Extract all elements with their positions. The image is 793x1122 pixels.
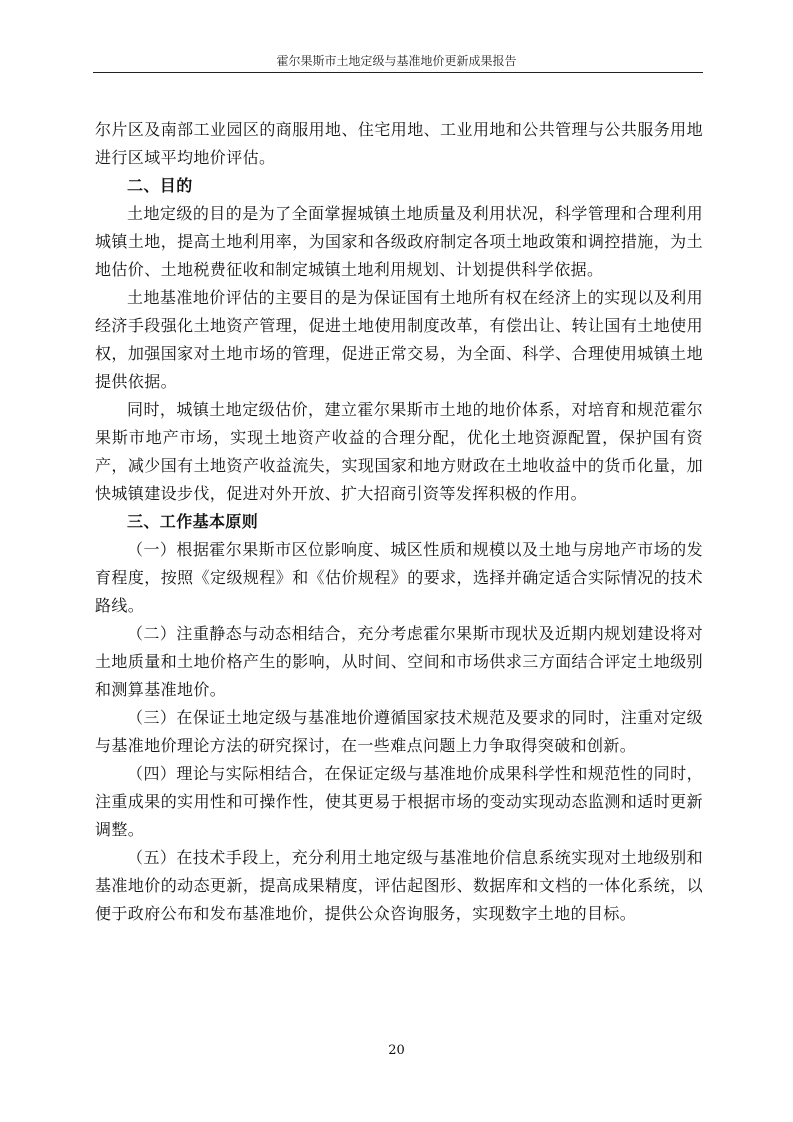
page-number: 20	[388, 1043, 405, 1058]
principle-paragraph-1: （一）根据霍尔果斯市区位影响度、城区性质和规模以及土地与房地产市场的发育程度，按照《定级规程》和《估价规程》的要求，选择并确定适合实际情况的技术路线。	[95, 540, 703, 615]
purpose-paragraph-3: 同时，城镇土地定级估价，建立霍尔果斯市土地的地价体系，对培育和规范霍尔果斯市地产市场，实现土地资产收益的合理分配，优化土地资源配置，保护国有资产，减少国有土地资产收益流失，实现国家和地方财政在土地收益中的货币化量，加快城镇建设步伐，促进对外开放、扩大招商引资等发挥积极的作用。	[95, 400, 703, 503]
section-heading-purpose: 二、目的	[127, 176, 193, 195]
section-heading-principles: 三、工作基本原则	[127, 512, 259, 531]
intro-continuation-paragraph: 尔片区及南部工业园区的商服用地、住宅用地、工业用地和公共管理与公共服务用地进行区域平均地价评估。	[95, 120, 703, 167]
principle-paragraph-2: （二）注重静态与动态相结合，充分考虑霍尔果斯市现状及近期内规划建设将对土地质量和土地价格产生的影响，从时间、空间和市场供求三方面结合评定土地级别和测算基准地价。	[95, 624, 703, 699]
principle-paragraph-5: （五）在技术手段上，充分利用土地定级与基准地价信息系统实现对土地级别和基准地价的动态更新，提高成果精度，评估起图形、数据库和文档的一体化系统，以便于政府公布和发布基准地价，提供公众咨询服务，实现数字土地的目标。	[95, 848, 703, 923]
purpose-paragraph-2: 土地基准地价评估的主要目的是为保证国有土地所有权在经济上的实现以及利用经济手段强化土地资产管理，促进土地使用制度改革，有偿出让、转让国有土地使用权，加强国家对土地市场的管理，促进正常交易，为全面、科学、合理使用城镇土地提供依据。	[95, 288, 703, 391]
purpose-paragraph-1: 土地定级的目的是为了全面掌握城镇土地质量及利用状况，科学管理和合理利用城镇土地，提高土地利用率，为国家和各级政府制定各项土地政策和调控措施，为土地估价、土地税费征收和制定城镇土地利用规划、计划提供科学依据。	[95, 204, 703, 279]
document-body	[95, 116, 703, 928]
header-rule	[93, 72, 703, 73]
principle-paragraph-4: （四）理论与实际相结合，在保证定级与基准地价成果科学性和规范性的同时，注重成果的实用性和可操作性，使其更易于根据市场的变动实现动态监测和适时更新调整。	[95, 764, 703, 839]
principle-paragraph-3: （三）在保证土地定级与基准地价遵循国家技术规范及要求的同时，注重对定级与基准地价理论方法的研究探讨，在一些难点问题上力争取得突破和创新。	[95, 708, 703, 755]
running-header: 霍尔果斯市土地定级与基准地价更新成果报告	[276, 54, 517, 68]
